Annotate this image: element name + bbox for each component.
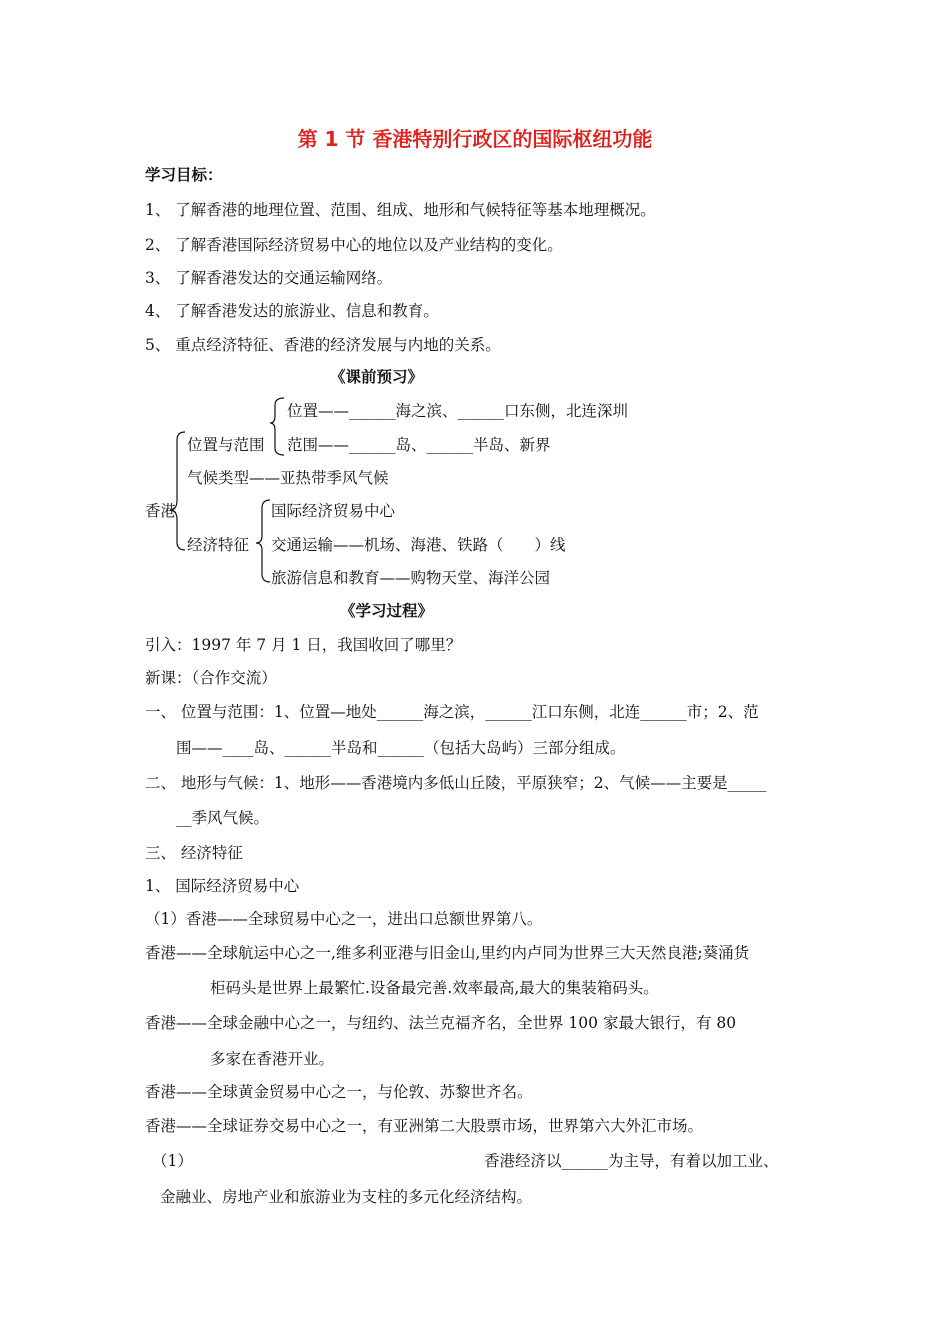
preview-climate: 气候类型——亚热带季风气候 [187, 469, 389, 487]
item2-line2: __季风气候。 [176, 809, 270, 827]
para-economy-label: （1） [152, 1152, 193, 1170]
brace-location-range [270, 398, 284, 455]
new-lesson-line: 新课：（合作交流） [145, 669, 277, 687]
intro-line: 引入：1997 年 7 月 1 日，我国收回了哪里？ [145, 636, 462, 654]
para-gold: 香港——全球黄金贸易中心之一，与伦敦、苏黎世齐名。 [145, 1083, 533, 1101]
preview-trade-center: 国际经济贸易中心 [271, 502, 396, 520]
objective-item: 1、 了解香港的地理位置、范围、组成、地形和气候特征等基本地理概况。 [145, 201, 656, 219]
preview-range: 范围——______岛、______半岛、新界 [287, 436, 551, 454]
item2-line1: 二、 地形与气候：1、地形——香港境内多低山丘陵，平原狭窄；2、气候——主要是_____ [145, 774, 767, 792]
para-shipping-line1: 香港——全球航运中心之一,维多利亚港与旧金山,里约内卢同为世界三大天然良港;葵涌货 [145, 944, 750, 962]
para-economy-text: 香港经济以______为主导，有着以加工业、 [484, 1152, 779, 1170]
preview-branch-location: 位置与范围 [187, 436, 265, 454]
objectives-heading: 学习目标： [145, 166, 223, 184]
item1-line2: 围——____岛、______半岛和______（包括大岛屿）三部分组成。 [176, 739, 626, 757]
para-shipping-line2: 柜码头是世界上最繁忙.设备最完善.效率最高,最大的集装箱码头。 [210, 979, 659, 997]
preview-location: 位置——______海之滨、______口东侧，北连深圳 [287, 402, 629, 420]
preview-heading: 《课前预习》 [330, 368, 424, 386]
brace-economy [256, 500, 270, 582]
preview-transport: 交通运输——机场、海港、铁路（ ）线 [271, 536, 566, 554]
objective-item: 4、 了解香港发达的旅游业、信息和教育。 [145, 302, 439, 320]
para-finance-line2: 多家在香港开业。 [210, 1050, 335, 1068]
preview-branch-economy: 经济特征 [187, 536, 250, 554]
para-finance-line1: 香港——全球金融中心之一，与纽约、法兰克福齐名，全世界 100 家最大银行，有 80 [145, 1014, 737, 1032]
preview-root: 香港 [145, 502, 177, 520]
brace-root [170, 432, 185, 550]
para-securities: 香港——全球证券交易中心之一，有亚洲第二大股票市场，世界第六大外汇市场。 [145, 1117, 704, 1135]
page-title: 第 1 节 香港特别行政区的国际枢纽功能 [297, 127, 653, 151]
objective-item: 2、 了解香港国际经济贸易中心的地位以及产业结构的变化。 [145, 236, 563, 254]
preview-tourism: 旅游信息和教育——购物天堂、海洋公园 [271, 569, 551, 587]
item3-line: 三、 经济特征 [145, 844, 243, 862]
objective-item: 3、 了解香港发达的交通运输网络。 [145, 269, 393, 287]
item1-line1: 一、 位置与范围：1、位置—地处______海之滨，______江口东侧，北连______市；2、范 [145, 703, 759, 721]
para-trade: （1）香港——全球贸易中心之一，进出口总额世界第八。 [145, 910, 543, 928]
objective-item: 5、 重点经济特征、香港的经济发展与内地的关系。 [145, 336, 501, 354]
subsection-line: 1、 国际经济贸易中心 [145, 877, 300, 895]
process-heading: 《学习过程》 [340, 602, 434, 620]
para-economy-line2: 金融业、房地产业和旅游业为支柱的多元化经济结构。 [160, 1188, 533, 1206]
